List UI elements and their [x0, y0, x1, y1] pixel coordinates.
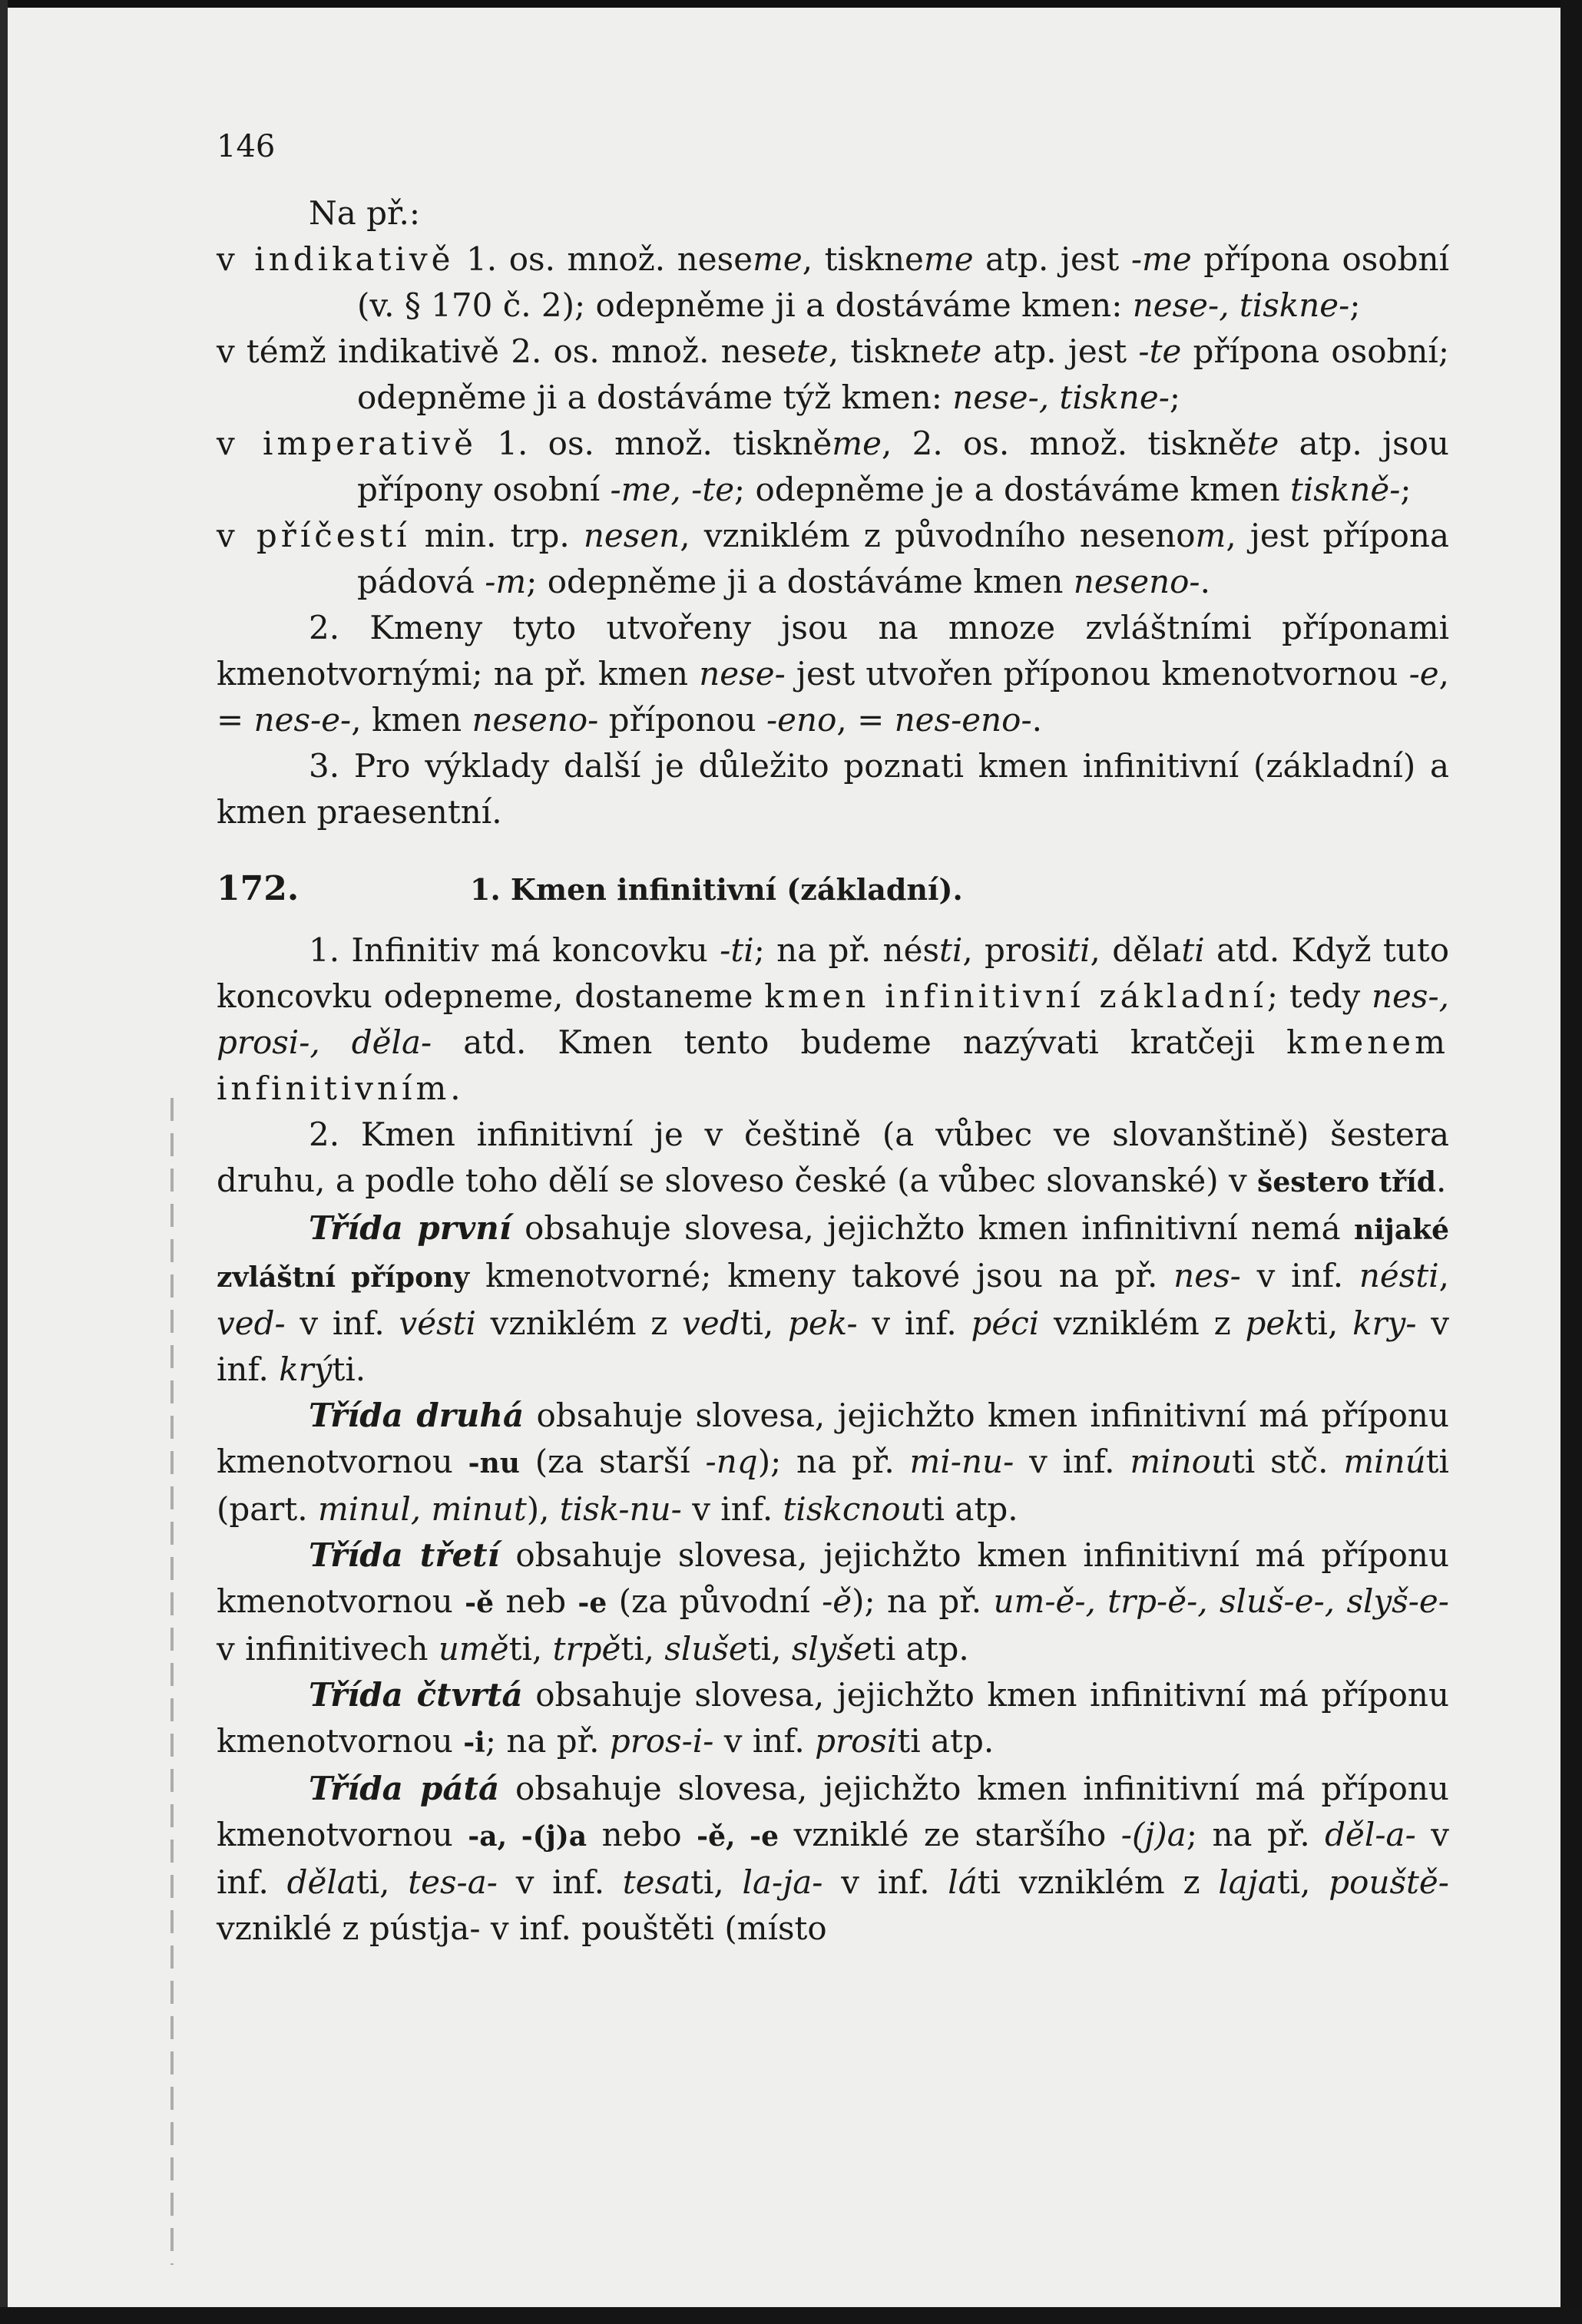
- scan-border-right: [1560, 0, 1582, 2324]
- class-fifth: Třída pátá obsahuje slovesa, jejichžto kmen infinitivní má příponu kmenotvornou -a, -(j)a nebo -ě, -e vzniklé ze staršího -(j)a; na př. děl-a- v inf. dělati, tes-a- v inf. tesati, la-ja- v inf. láti vzniklém z lajati, pouště- vzniklé z pústja- v inf. pouštěti (místo: [217, 1770, 1449, 1947]
- scan-border-left: [0, 0, 8, 2324]
- scan-border-bottom: [0, 2307, 1582, 2324]
- entry-participle: v příčestí min. trp. nesen, vzniklém z původního nesenom, jest přípona pádová -m; odepněme ji a dostáváme kmen neseno-.: [217, 517, 1450, 600]
- section-title: 1. Kmen infinitivní (základní).: [470, 872, 963, 907]
- class-third: Třída třetí obsahuje slovesa, jejichžto kmen infinitivní má příponu kmenotvornou -ě neb -e (za původní -ě); na př. um-ě-, trp-ě-, sluš-e-, slyš-e- v infinitivech uměti, trpěti, slušeti, slyšeti atp.: [217, 1536, 1449, 1668]
- page-body: [217, 190, 1449, 1952]
- class-first: Třída první obsahuje slovesa, jejichžto kmen infinitivní nemá nijaké zvláštní přípony kmenotvorné; kmeny takové jsou na př. nes- v inf. nésti, ved- v inf. vésti vzniklém z vedti, pek- v inf. péci vzniklém z pekti, kry- v inf. krýti.: [217, 1209, 1450, 1388]
- section-paragraph-2: 2. Kmen infinitivní je v češtině (a vůbec ve slovanštině) šestera druhu, a podle toho dělí se sloveso české (a vůbec slovanské) v šestero tříd.: [217, 1116, 1449, 1199]
- section-number: 172.: [217, 869, 300, 908]
- section-paragraph-1: 1. Infinitiv má koncovku -ti; na př. nésti, prositi, dělati atd. Když tuto koncovku odepneme, dostaneme kmen infinitivní základní; tedy nes-, prosi-, děla- atd. Kmen tento budeme nazývati kratčeji kmenem infinitivním.: [217, 931, 1450, 1107]
- entry-imperative: v imperativě 1. os. množ. tiskněme, 2. os. množ. tiskněte atp. jsou přípony osobní -me, -te; odepněme je a dostáváme kmen tiskně-;: [217, 425, 1449, 508]
- entry-indicative-1: v indikativě 1. os. množ. neseme, tiskneme atp. jest -me přípona osobní (v. § 170 č. 2); odepněme ji a dostáváme kmen: nese-, tiskne-;: [217, 240, 1450, 324]
- paragraph-2: 2. Kmeny tyto utvořeny jsou na mnoze zvláštními příponami kmenotvornými; na př. kmen nese- jest utvořen příponou kmenotvornou -e, = nes-e-, kmen neseno- příponou -eno, = nes-eno-.: [217, 609, 1449, 739]
- entry-indicative-2: v témž indikativě 2. os. množ. nesete, tisknete atp. jest -te přípona osobní; odepněme ji a dostáváme týž kmen: nese-, tiskne-;: [217, 332, 1450, 416]
- scan-border-top: [0, 0, 1582, 8]
- class-second: Třída druhá obsahuje slovesa, jejichžto kmen infinitivní má příponu kmenotvornou -nu (za starší -nq); na př. mi-nu- v inf. minouti stč. minúti (part. minul, minut), tisk-nu- v inf. tiskcnouti atp.: [217, 1397, 1449, 1528]
- section-heading: [217, 866, 1449, 927]
- intro-label: Na př.:: [309, 194, 420, 232]
- margin-pencil-mark: [170, 1098, 174, 2265]
- page-number: 146: [217, 129, 276, 164]
- paragraph-3: 3. Pro výklady další je důležito poznati kmen infinitivní (základní) a kmen praesentní.: [217, 747, 1449, 831]
- class-fourth: Třída čtvrtá obsahuje slovesa, jejichžto kmen infinitivní má příponu kmenotvornou -i; na př. pros-i- v inf. prositi atp.: [217, 1676, 1449, 1760]
